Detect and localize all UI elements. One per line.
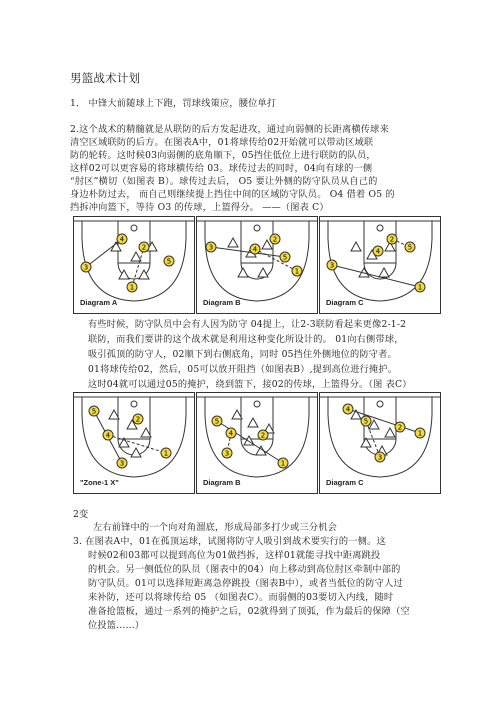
cut-line (348, 409, 420, 433)
player-number: 1 (294, 267, 300, 276)
doc-title: 男篮战术计划 (70, 71, 141, 85)
player-number: 1 (417, 283, 423, 292)
player-number: 1 (163, 449, 169, 458)
player-number: 4 (252, 245, 258, 254)
para3-line: 联防，而我们要讲的这个战术就是利用这种变化所设计的。 01向右侧带球， (88, 334, 404, 345)
player-number: 4 (228, 429, 234, 438)
basket-hoop (131, 225, 137, 231)
player-number: 3 (329, 261, 335, 270)
pass-line (132, 247, 144, 287)
item3-line: 准备抢篮板，通过一系列的掩护之后，02就得到了顶弧，作为最后的保障（空 (88, 606, 410, 617)
pass-line (255, 249, 297, 271)
player-number: 5 (282, 253, 288, 262)
player-number: 4 (375, 247, 381, 256)
diagram-caption: Diagram C (326, 478, 364, 487)
defender-marker (131, 448, 141, 457)
diagram-caption: Diagram B (203, 298, 241, 307)
defender-marker (238, 268, 248, 277)
diagram-caption: "Zone-1 X" (80, 478, 119, 487)
player-number: 2 (141, 243, 147, 252)
player-number: 3 (83, 263, 89, 272)
diagram-a (73, 216, 195, 314)
item3-line: 防守队员。01可以选择短距离急停跳投（图表B中），或者当低位的防守人过 (88, 578, 403, 589)
defender-marker (228, 238, 238, 247)
player-number: 2 (397, 423, 403, 432)
basket-hoop (131, 401, 137, 407)
basket-hoop (254, 401, 260, 407)
para3-line: 01将球传给02，然后，05可以放开阻挡（如图表B）,提到高位进行掩护。 (88, 364, 398, 375)
defender-marker (248, 418, 258, 427)
para2-line: 清空区域联防的后方。在图表A中，01将球传给02开始就可以带动区域联 (70, 137, 374, 148)
item3-line: 时候02和03都可以提到高位为01做挡拆，这样01就能寻找中距离跳投 (88, 550, 381, 561)
defender-marker (258, 268, 268, 277)
player-number: 4 (105, 431, 111, 440)
para2-line: “肘区”横切（如图表 B）。球传过去后， O5 要让外侧的防守队员从自己的 (70, 176, 378, 187)
defender-marker (351, 242, 361, 251)
player-number: 4 (119, 235, 125, 244)
player-number: 4 (345, 405, 351, 414)
player-number: 5 (91, 407, 97, 416)
player-number: 5 (363, 417, 369, 426)
diagram-caption: Diagram C (326, 298, 364, 307)
diagram-b (196, 216, 318, 314)
item-1: 1． 中锋大前随球上下跑，罚球线策应，腰位单打 (70, 98, 277, 109)
defender-marker (385, 428, 395, 437)
para2-line: 挡拆冲向篮下，等待 O3 的传球，上篮得分。 ——（图表 C） (70, 202, 329, 213)
basket-hoop (254, 225, 260, 231)
item3-line: 3. 在图表A中，01在孤顶运球，试图将防守人吸引到战术要实行的一侧。这 (73, 536, 386, 547)
diagram-c (319, 392, 441, 494)
three-point-line (205, 221, 309, 301)
diagram-c (319, 216, 441, 314)
player-number: 2 (260, 431, 266, 440)
para3-line: 有些时候，防守队员中会有人因为防守 04提上，让2-3联防看起来更像2-1-2 (88, 319, 407, 330)
player-number: 1 (280, 459, 286, 468)
para3-line: 这时04就可以通过05的掩护，绕到篮下，接02的传球，上篮得分。（图 表C） (88, 379, 412, 390)
item3-line: 的机会。另一侧低位的队员（图表中的04）向上移动到高位肘区牵制中部的 (88, 564, 401, 575)
section-2-text: 左右前锋中的一个向对角溜底，形成局部多打少或三分机会 (93, 522, 338, 533)
para2-line: 身边朴防过去， 而自己则继续提上挡住中间的区域防守队员。 O4 借着 O5 的 (70, 189, 395, 200)
three-point-line (205, 397, 309, 477)
player-number: 1 (129, 283, 135, 292)
player-number: 3 (119, 459, 125, 468)
para2-line: 防的轮转。这时候03向弱侧的底角顺下，05挡住低位上进行联防的队员， (70, 150, 376, 161)
diagram-b (196, 392, 318, 494)
section-2-heading: 2变 (73, 509, 89, 520)
player-number: 2 (272, 235, 278, 244)
diagram-caption: Diagram A (80, 298, 118, 307)
para2-line: 这样02可以更容易的将球横传给 03。球传过去的同时，04向有球的一侧 (70, 163, 373, 174)
diagram-zone-1x (73, 392, 195, 494)
defender-marker (131, 252, 141, 261)
para2-line: 2.这个战术的精髓就是从联防的后方发起进攻，通过向弱侧的长距离横传球来 (70, 124, 389, 135)
item3-line: 来补防，还可以将球传给 05 （如图表C）。而弱侧的03要切入内线，随时 (88, 592, 394, 603)
basket-hoop (377, 401, 383, 407)
cut-line (332, 265, 420, 287)
cut-line (86, 239, 122, 267)
defender-marker (379, 268, 389, 277)
para3-line: 吸引孤顶的防守人，02顺下到右侧底角，同时 05挡住外侧地位的防守者。 (88, 349, 397, 360)
basket-hoop (377, 225, 383, 231)
player-number: 5 (407, 243, 413, 252)
player-number: 3 (224, 449, 230, 458)
diagram-caption: Diagram B (203, 478, 241, 487)
player-number: 2 (389, 235, 395, 244)
player-number: 5 (214, 417, 220, 426)
player-number: 3 (208, 243, 214, 252)
player-number: 2 (135, 415, 141, 424)
item3-line: 位投篮……） (88, 620, 145, 631)
player-number: 3 (377, 453, 383, 462)
player-number: 5 (166, 257, 172, 266)
player-number: 1 (417, 429, 423, 438)
